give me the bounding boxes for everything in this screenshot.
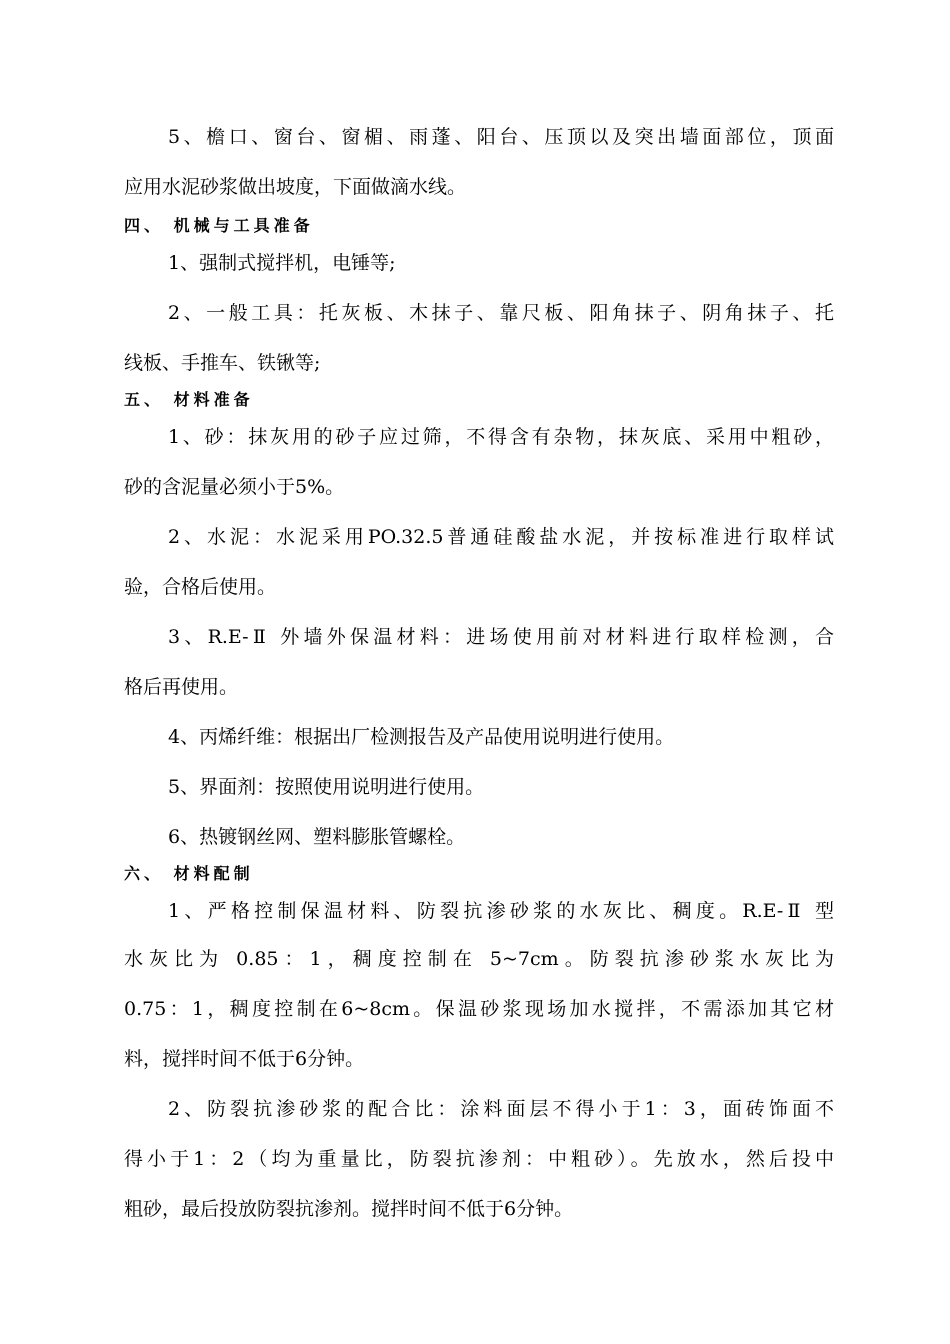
paragraph-line: 6、热镀钢丝网、塑料膨胀管螺栓。 [168,826,466,848]
paragraph-line: 砂的含泥量必须小于5%。 [124,476,345,498]
paragraph-line: 2、一般工具：托灰板、木抹子、靠尺板、阳角抹子、阴角抹子、托 [168,302,834,324]
paragraph-line: 验，合格后使用。 [124,576,277,598]
section-heading: 六、 材料配制 [124,864,254,883]
section-heading: 五、 材料准备 [124,390,254,409]
paragraph-line: 线板、手推车、铁锹等; [124,352,321,374]
paragraph-line: 4、丙烯纤维：根据出厂检测报告及产品使用说明进行使用。 [168,726,675,748]
paragraph-line: 2、水泥：水泥采用PO.32.5普通硅酸盐水泥，并按标准进行取样试 [168,526,834,548]
paragraph-line: 1、砂：抹灰用的砂子应过筛，不得含有杂物，抹灰底、采用中粗砂， [168,426,834,448]
paragraph-line: 应用水泥砂浆做出坡度，下面做滴水线。 [124,176,467,198]
paragraph-line: 得小于1：2（均为重量比，防裂抗渗剂：中粗砂）。先放水，然后投中 [124,1148,834,1170]
paragraph-line: 3、R.E-Ⅱ 外墙外保温材料：进场使用前对材料进行取样检测，合 [168,626,834,648]
paragraph-line: 5、檐口、窗台、窗楣、雨蓬、阳台、压顶以及突出墙面部位，顶面 [168,126,834,148]
paragraph-line: 0.75：1，稠度控制在6~8cm。保温砂浆现场加水搅拌，不需添加其它材 [124,998,834,1020]
section-heading: 四、 机械与工具准备 [124,216,314,235]
paragraph-line: 粗砂，最后投放防裂抗渗剂。搅拌时间不低于6分钟。 [124,1198,574,1220]
paragraph-line: 5、界面剂：按照使用说明进行使用。 [168,776,485,798]
paragraph-line: 水灰比为 0.85：1，稠度控制在 5~7cm。防裂抗渗砂浆水灰比为 [124,948,834,970]
paragraph-line: 格后再使用。 [124,676,239,698]
paragraph-line: 2、防裂抗渗砂浆的配合比：涂料面层不得小于1：3，面砖饰面不 [168,1098,834,1120]
paragraph-line: 1、强制式搅拌机，电锤等; [168,252,396,274]
paragraph-line: 1、严格控制保温材料、防裂抗渗砂浆的水灰比、稠度。R.E-Ⅱ 型 [168,900,834,922]
paragraph-line: 料，搅拌时间不低于6分钟。 [124,1048,365,1070]
